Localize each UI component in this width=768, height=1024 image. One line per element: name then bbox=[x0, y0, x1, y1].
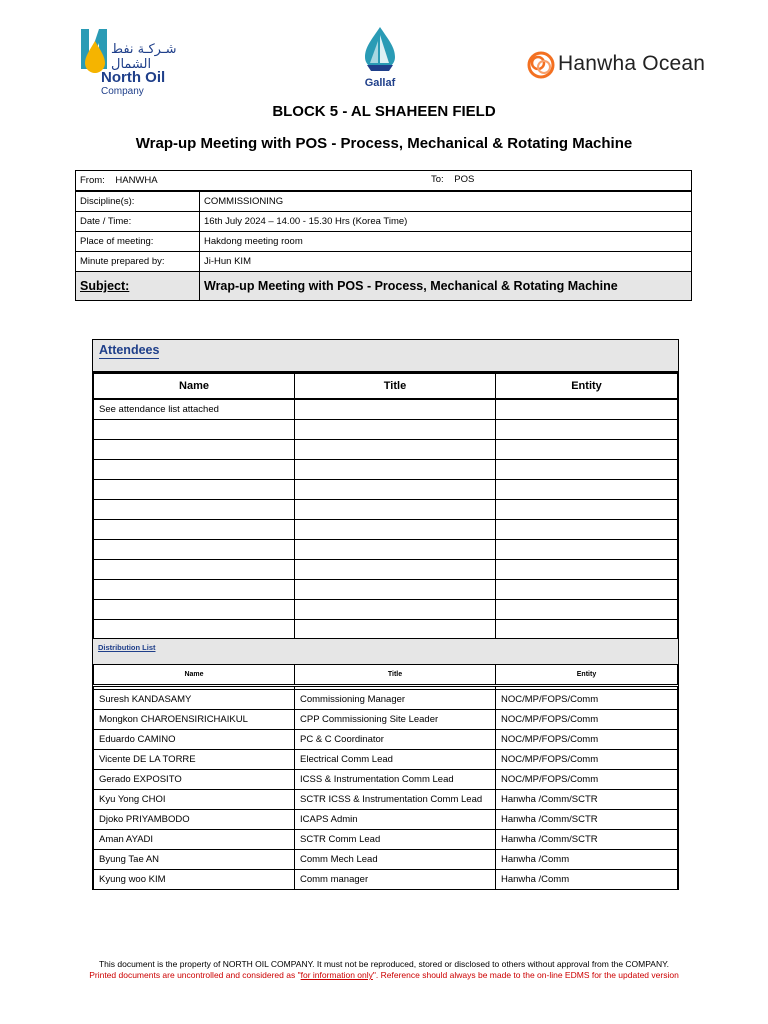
attendees-section bbox=[92, 339, 679, 890]
info-row-prepared-by bbox=[76, 252, 692, 272]
info-value: Ji-Hun KIM bbox=[200, 252, 692, 272]
attendee-row bbox=[94, 620, 678, 640]
cell-entity: Hanwha /Comm/SCTR bbox=[496, 810, 678, 830]
cell-name bbox=[94, 560, 295, 580]
attendee-row bbox=[94, 560, 678, 580]
info-value: Hakdong meeting room bbox=[200, 232, 692, 252]
cell-title bbox=[295, 560, 496, 580]
footer-notice-suffix: ". Reference should always be made to the on-line EDMS for the updated version bbox=[372, 970, 679, 980]
attendee-row bbox=[94, 540, 678, 560]
cell-name bbox=[94, 480, 295, 500]
attendees-title: Attendees bbox=[99, 343, 160, 357]
cell-name: Suresh KANDASAMY bbox=[94, 690, 295, 710]
distribution-row bbox=[94, 830, 678, 850]
cell-name: Kyu Yong CHOI bbox=[94, 790, 295, 810]
gallaf-wordmark: Gallaf bbox=[364, 77, 396, 89]
attendee-row bbox=[94, 440, 678, 460]
cell-title: Comm Mech Lead bbox=[295, 850, 496, 870]
cell-name bbox=[94, 600, 295, 620]
cell-entity bbox=[496, 620, 678, 640]
cell-title: Electrical Comm Lead bbox=[295, 750, 496, 770]
hanwha-swirl-icon bbox=[524, 48, 558, 82]
cell-entity: NOC/MP/FOPS/Comm bbox=[496, 710, 678, 730]
hanwha-wordmark: Hanwha Ocean bbox=[558, 52, 706, 75]
cell-title: SCTR ICSS & Instrumentation Comm Lead bbox=[295, 790, 496, 810]
cell-title bbox=[295, 580, 496, 600]
cell-entity bbox=[496, 560, 678, 580]
cell-title bbox=[295, 480, 496, 500]
gallaf-sail-icon bbox=[355, 25, 405, 77]
cell-entity: Hanwha /Comm bbox=[496, 870, 678, 890]
info-value: COMMISSIONING bbox=[200, 191, 692, 212]
cell-entity bbox=[496, 460, 678, 480]
column-header-name: Name bbox=[94, 665, 295, 686]
document-footer bbox=[0, 959, 768, 981]
info-label: Date / Time: bbox=[76, 212, 200, 232]
attendee-row bbox=[94, 420, 678, 440]
info-row-date-time bbox=[76, 212, 692, 232]
distribution-row bbox=[94, 730, 678, 750]
distribution-table bbox=[93, 664, 678, 890]
subject-value: Wrap-up Meeting with POS - Process, Mechanical & Rotating Machine bbox=[200, 272, 692, 301]
attendee-row bbox=[94, 520, 678, 540]
cell-name: Djoko PRIYAMBODO bbox=[94, 810, 295, 830]
attendee-row bbox=[94, 600, 678, 620]
noc-droplet-icon bbox=[75, 25, 115, 75]
info-value: 16th July 2024 – 14.00 - 15.30 Hrs (Korea Time) bbox=[200, 212, 692, 232]
attendees-table bbox=[93, 373, 678, 640]
cell-name: Kyung woo KIM bbox=[94, 870, 295, 890]
column-header-title: Title bbox=[295, 374, 496, 400]
cell-title: PC & C Coordinator bbox=[295, 730, 496, 750]
footer-notice-prefix: Printed documents are uncontrolled and considered as " bbox=[89, 970, 301, 980]
cell-title bbox=[295, 440, 496, 460]
cell-title bbox=[295, 420, 496, 440]
footer-property-notice: This document is the property of NORTH OIL COMPANY. It must not be reproduced, stored or disclosed to others without approval from the COMPANY. bbox=[98, 959, 670, 969]
cell-entity bbox=[496, 600, 678, 620]
cell-title: CPP Commissioning Site Leader bbox=[295, 710, 496, 730]
cell-title: SCTR Comm Lead bbox=[295, 830, 496, 850]
cell-entity: NOC/MP/FOPS/Comm bbox=[496, 770, 678, 790]
document-title: BLOCK 5 - AL SHAHEEN FIELD bbox=[272, 103, 496, 120]
info-label: Minute prepared by: bbox=[76, 252, 200, 272]
cell-name bbox=[94, 620, 295, 640]
cell-title bbox=[295, 500, 496, 520]
from-to-row bbox=[76, 171, 692, 192]
footer-uncontrolled-notice bbox=[0, 970, 768, 981]
distribution-row bbox=[94, 750, 678, 770]
cell-entity bbox=[496, 440, 678, 460]
document-subtitle: Wrap-up Meeting with POS - Process, Mechanical & Rotating Machine bbox=[135, 135, 633, 152]
cell-name bbox=[94, 500, 295, 520]
distribution-row bbox=[94, 870, 678, 890]
noc-company-label: Company bbox=[101, 86, 144, 97]
to-value: POS bbox=[454, 174, 475, 185]
cell-title bbox=[295, 460, 496, 480]
cell-entity: Hanwha /Comm/SCTR bbox=[496, 790, 678, 810]
attendee-row bbox=[94, 500, 678, 520]
hanwha-ocean-logo bbox=[520, 42, 720, 88]
attendees-header-row bbox=[94, 374, 678, 400]
cell-title: ICSS & Instrumentation Comm Lead bbox=[295, 770, 496, 790]
cell-title bbox=[295, 620, 496, 640]
column-header-name: Name bbox=[94, 374, 295, 400]
info-row-discipline bbox=[76, 191, 692, 212]
cell-entity: NOC/MP/FOPS/Comm bbox=[496, 750, 678, 770]
cell-title bbox=[295, 399, 496, 420]
gallaf-logo bbox=[355, 25, 405, 95]
info-label: Discipline(s): bbox=[76, 191, 200, 212]
cell-title bbox=[295, 520, 496, 540]
noc-english-name: North Oil bbox=[101, 69, 166, 86]
cell-entity: NOC/MP/FOPS/Comm bbox=[496, 730, 678, 750]
to-label: To: bbox=[431, 174, 444, 185]
attendee-row bbox=[94, 480, 678, 500]
cell-name: Vicente DE LA TORRE bbox=[94, 750, 295, 770]
meeting-info-table bbox=[75, 170, 692, 301]
from-label: From: bbox=[80, 175, 105, 186]
distribution-list-title: Distribution List bbox=[98, 643, 156, 652]
cell-entity bbox=[496, 480, 678, 500]
cell-title: Comm manager bbox=[295, 870, 496, 890]
cell-name bbox=[94, 540, 295, 560]
cell-entity: Hanwha /Comm bbox=[496, 850, 678, 870]
distribution-row bbox=[94, 710, 678, 730]
subject-row bbox=[76, 272, 692, 301]
column-header-entity: Entity bbox=[496, 665, 678, 686]
from-value: HANWHA bbox=[115, 175, 158, 186]
cell-entity bbox=[496, 420, 678, 440]
noc-arabic-name: شـركـة نفط الشمال bbox=[111, 42, 177, 72]
cell-name: Gerado EXPOSITO bbox=[94, 770, 295, 790]
footer-info-only-link: for information only bbox=[300, 970, 373, 980]
distribution-row bbox=[94, 790, 678, 810]
cell-entity bbox=[496, 540, 678, 560]
cell-name bbox=[94, 460, 295, 480]
attendee-row bbox=[94, 580, 678, 600]
cell-title bbox=[295, 600, 496, 620]
attendees-header bbox=[93, 340, 678, 373]
distribution-row bbox=[94, 850, 678, 870]
cell-name: Mongkon CHAROENSIRICHAIKUL bbox=[94, 710, 295, 730]
attendee-row bbox=[94, 399, 678, 420]
cell-name: Eduardo CAMINO bbox=[94, 730, 295, 750]
cell-name bbox=[94, 580, 295, 600]
distribution-header-row bbox=[94, 665, 678, 686]
distribution-row bbox=[94, 690, 678, 710]
cell-title: Commissioning Manager bbox=[295, 690, 496, 710]
cell-entity: Hanwha /Comm/SCTR bbox=[496, 830, 678, 850]
cell-title bbox=[295, 540, 496, 560]
attendee-row bbox=[94, 460, 678, 480]
column-header-entity: Entity bbox=[496, 374, 678, 400]
cell-title: ICAPS Admin bbox=[295, 810, 496, 830]
cell-entity bbox=[496, 580, 678, 600]
cell-entity: NOC/MP/FOPS/Comm bbox=[496, 690, 678, 710]
cell-name: See attendance list attached bbox=[94, 399, 295, 420]
distribution-list-header bbox=[93, 638, 678, 665]
north-oil-company-logo bbox=[75, 22, 185, 98]
cell-name bbox=[94, 440, 295, 460]
subject-label: Subject: bbox=[76, 272, 200, 301]
cell-name bbox=[94, 520, 295, 540]
document-header bbox=[0, 0, 768, 100]
cell-name: Byung Tae AN bbox=[94, 850, 295, 870]
cell-name: Aman AYADI bbox=[94, 830, 295, 850]
cell-entity bbox=[496, 500, 678, 520]
info-label: Place of meeting: bbox=[76, 232, 200, 252]
column-header-title: Title bbox=[295, 665, 496, 686]
cell-entity bbox=[496, 520, 678, 540]
distribution-row bbox=[94, 770, 678, 790]
distribution-row bbox=[94, 810, 678, 830]
cell-entity bbox=[496, 399, 678, 420]
info-row-place bbox=[76, 232, 692, 252]
cell-name bbox=[94, 420, 295, 440]
